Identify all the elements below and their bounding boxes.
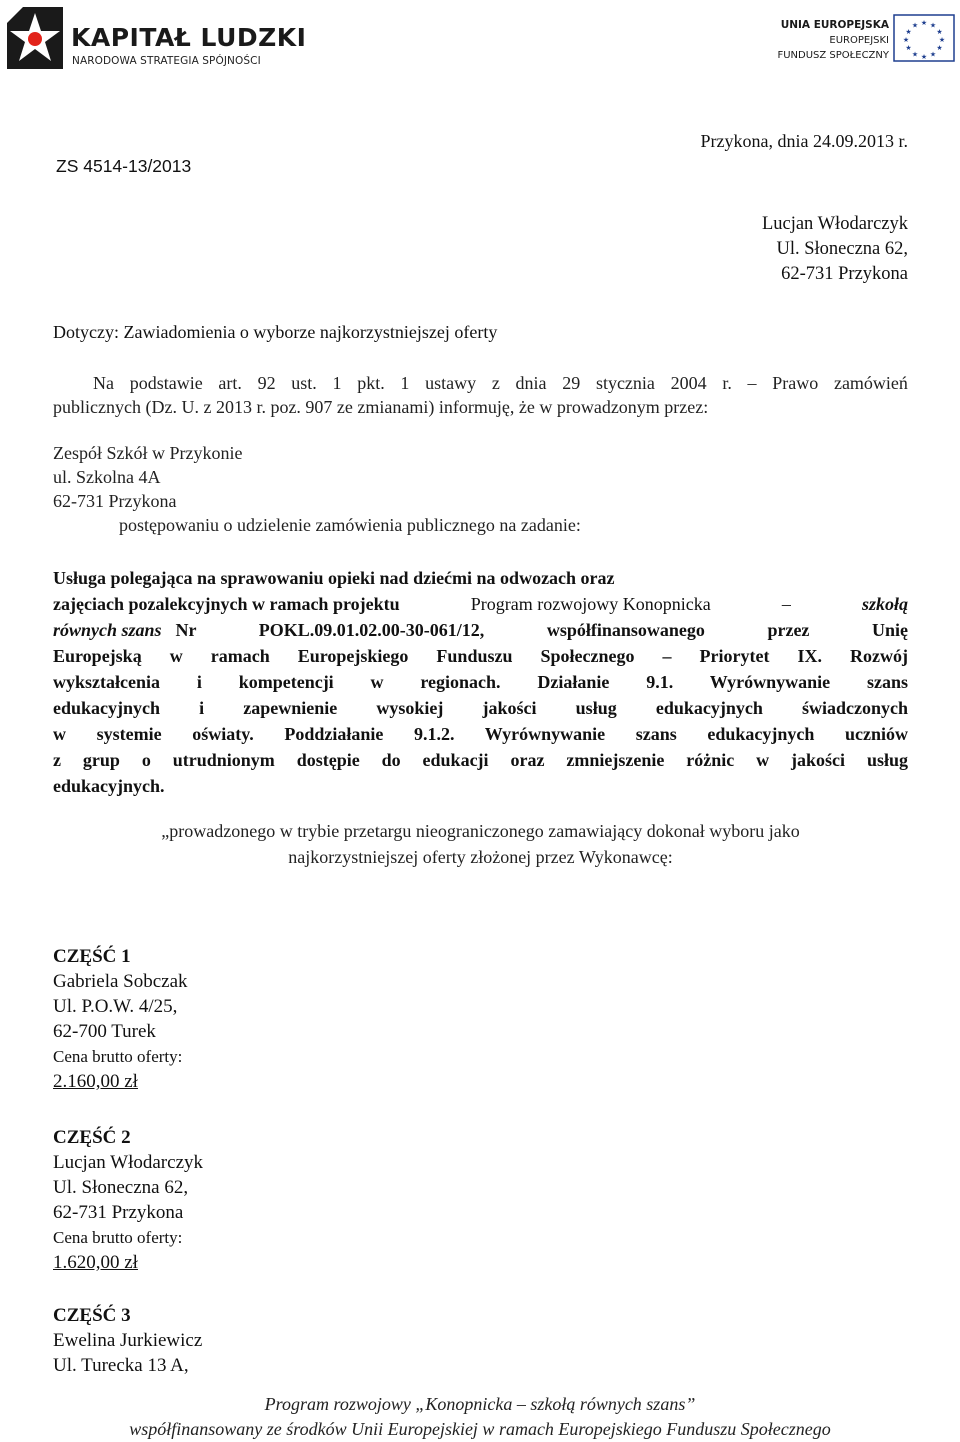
school-name: Zespół Szkół w Przykonie	[53, 443, 243, 463]
eu-line-2: EUROPEJSKI	[829, 35, 889, 46]
eu-logo-text	[777, 18, 889, 63]
intro-word: zamówień	[833, 373, 908, 393]
intro-word: pkt.	[357, 373, 385, 393]
intro-word: 92	[257, 373, 276, 393]
part-contractor-name: Gabriela Sobczak	[53, 971, 188, 992]
task-line-1: Usługa polegająca na sprawowaniu opieki nad dziećmi na odwozach oraz	[53, 568, 615, 588]
intro-word: Na	[93, 373, 114, 393]
selection-paragraph	[53, 818, 908, 870]
recipient-city: 62-731 Przykona	[781, 264, 908, 284]
kapital-ludzki-title: KAPITAŁ LUDZKI	[71, 23, 307, 52]
part-street: Ul. P.O.W. 4/25,	[53, 996, 178, 1017]
footer-line-2: współfinansowany ze środków Unii Europejskiej w ramach Europejskiego Funduszu Społecznego	[129, 1419, 831, 1439]
part-street: Ul. Turecka 13 A,	[53, 1355, 189, 1376]
procedure-text: postępowaniu o udzielenie zamówienia publicznego na zadanie:	[119, 515, 581, 535]
svg-text:★: ★	[920, 19, 928, 27]
part-title: CZĘŚĆ 3	[53, 1305, 131, 1326]
eu-line-3: FUNDUSZ SPOŁECZNY	[777, 50, 889, 61]
svg-text:★: ★	[911, 21, 919, 30]
eu-logo	[760, 14, 955, 74]
intro-line-1	[53, 371, 908, 395]
part-price: 2.160,00 zł	[53, 1071, 138, 1092]
page-footer	[0, 1392, 960, 1442]
intro-word: art.	[218, 373, 242, 393]
intro-word: 1	[332, 373, 342, 393]
kapital-ludzki-star-icon	[5, 5, 65, 71]
intro-word: 29	[562, 373, 581, 393]
part-street: Ul. Słoneczna 62,	[53, 1177, 189, 1198]
part-price-label: Cena brutto oferty:	[53, 1228, 183, 1247]
kapital-ludzki-logo	[5, 5, 307, 75]
part-contractor-name: Lucjan Włodarczyk	[53, 1152, 203, 1173]
svg-text:★: ★	[911, 50, 919, 59]
recipient-address	[762, 212, 908, 287]
task-line-3: równych szans Nr POKL.09.01.02.00-30-061/12, współfinansowanego przez Unię	[53, 620, 908, 640]
svg-text:★: ★	[929, 50, 937, 59]
intro-word: Prawo	[772, 373, 819, 393]
recipient-street: Ul. Słoneczna 62,	[776, 239, 908, 259]
intro-word: ust.	[291, 373, 317, 393]
part-contractor-name: Ewelina Jurkiewicz	[53, 1330, 203, 1351]
task-program-name: Program rozwojowy Konopnicka	[470, 594, 711, 614]
recipient-name: Lucjan Włodarczyk	[761, 214, 908, 234]
part-3	[53, 1303, 202, 1378]
intro-word: 1	[400, 373, 410, 393]
footer-line-1: Program rozwojowy „Konopnicka – szkołą równych szans”	[264, 1394, 696, 1414]
school-city: 62-731 Przykona	[53, 491, 177, 511]
svg-text:★: ★	[938, 36, 946, 44]
task-description	[53, 565, 908, 799]
task-line-7: w systemie oświaty. Poddziałanie 9.1.2. Wyrównywanie szans edukacyjnych uczniów	[53, 724, 908, 744]
intro-word: z	[491, 373, 500, 393]
task-line-8: z grup o utrudnionym dostępie do edukacji oraz zmniejszenie różnic w jakości usług	[53, 750, 908, 770]
part-title: CZĘŚĆ 2	[53, 1127, 131, 1148]
task-line-5: wykształcenia i kompetencji w regionach. Działanie 9.1. Wyrównywanie szans	[53, 672, 908, 692]
task-line-9: edukacyjnych.	[53, 776, 165, 796]
intro-word: podstawie	[129, 373, 203, 393]
part-city: 62-731 Przykona	[53, 1202, 184, 1223]
svg-text:★: ★	[905, 44, 912, 52]
svg-text:★: ★	[902, 36, 910, 44]
part-title: CZĘŚĆ 1	[53, 946, 131, 967]
part-1	[53, 944, 188, 1094]
kapital-ludzki-subtitle: NARODOWA STRATEGIA SPÓJNOŚCI	[72, 55, 261, 67]
svg-text:★: ★	[936, 28, 943, 36]
reference-number: ZS 4514-13/2013	[56, 156, 192, 176]
selection-line-1: „prowadzonego w trybie przetargu nieograniczonego zamawiający dokonał wyboru jako	[161, 821, 800, 841]
part-price-label: Cena brutto oferty:	[53, 1047, 183, 1066]
task-line-2: zajęciach pozalekcyjnych w ramach projektu Program rozwojowy Konopnicka – szkołą	[53, 591, 908, 617]
intro-word: –	[747, 373, 757, 393]
intro-word: ustawy	[425, 373, 477, 393]
part-city: 62-700 Turek	[53, 1021, 156, 1042]
contracting-authority	[53, 441, 581, 537]
eu-line-1: UNIA EUROPEJSKA	[780, 19, 889, 31]
selection-line-2: najkorzystniejszej oferty złożonej przez Wykonawcę:	[288, 847, 673, 867]
intro-word: dnia	[515, 373, 547, 393]
school-street: ul. Szkolna 4A	[53, 467, 161, 487]
subject-line: Dotyczy: Zawiadomienia o wyborze najkorzystniejszej oferty	[53, 322, 498, 342]
svg-text:★: ★	[929, 21, 937, 30]
task-line-4: Europejską w ramach Europejskiego Funduszu Społecznego – Priorytet IX. Rozwój	[53, 646, 908, 666]
task-line-6: edukacyjnych i zapewnienie wysokiej jakości usług edukacyjnych świadczonych	[53, 698, 908, 718]
letter-date: Przykona, dnia 24.09.2013 r.	[700, 131, 908, 151]
svg-text:★: ★	[905, 28, 912, 36]
intro-paragraph	[53, 371, 908, 419]
svg-text:★: ★	[920, 53, 928, 61]
intro-word: 2004	[670, 373, 707, 393]
part-2	[53, 1125, 203, 1275]
intro-word: r.	[722, 373, 732, 393]
eu-flag-icon	[893, 14, 955, 62]
intro-line-2: publicznych (Dz. U. z 2013 r. poz. 907 ze zmianami) informuję, że w prowadzonym przez:	[53, 397, 709, 417]
svg-text:★: ★	[936, 44, 943, 52]
part-price: 1.620,00 zł	[53, 1252, 138, 1273]
intro-word: stycznia	[595, 373, 655, 393]
